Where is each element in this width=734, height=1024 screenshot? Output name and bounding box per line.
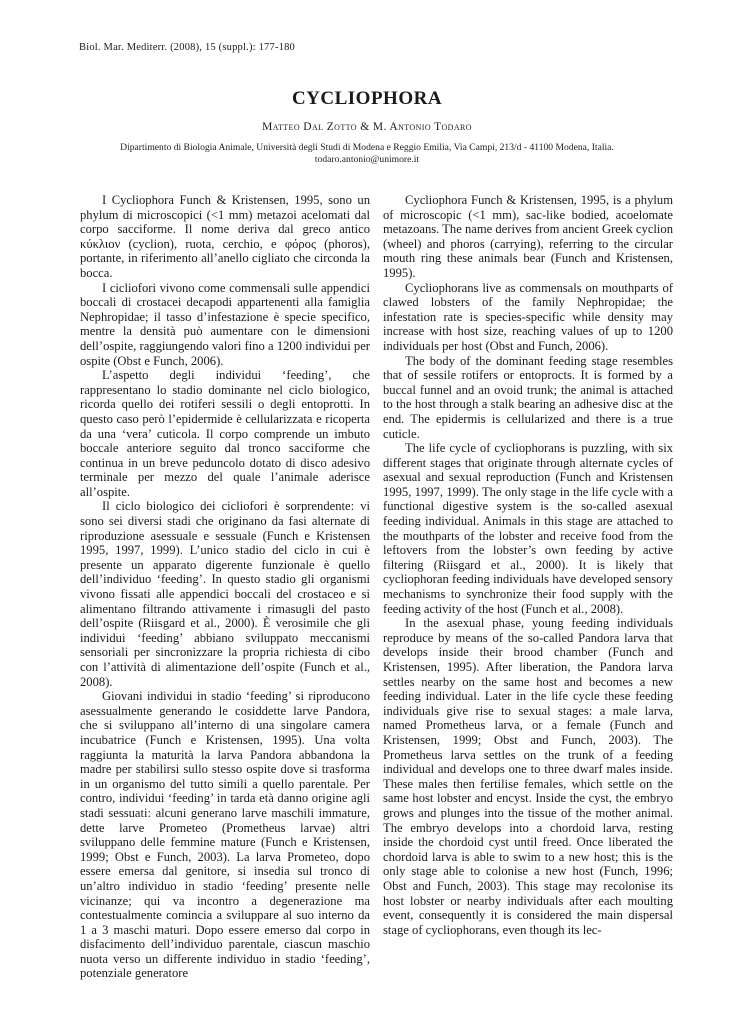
journal-citation: Biol. Mar. Mediterr. (2008), 15 (suppl.): 177-180 [79,42,295,53]
italian-paragraph: Giovani individui in stadio ‘feeding’ si riproducono asessualmente generando le cosiddette larve Pandora, che si sviluppano all’interno di una singolare camera incubatrice (Funch e Kristensen, 1995). Una volta raggiunta la maturità la larva Pandora abbandona la madre per stabilirsi sullo stesso ospite dove si trasforma in un organismo del tutto simili a quello parentale. Per contro, individui ‘feeding’ in tarda età danno origine agli stadi sessuati: alcuni generano larve maschili immature, dette larve Prometeo (Prometheus larvae) altri sviluppano delle femmine mature (Funch e Kristensen, 1999; Obst e Funch, 2003). La larva Prometeo, dopo essere emersa dal genitore, si insedia sul tronco di un’altro individuo in stadio ‘feeding’ presente nelle vicinanze; qui va incontro a degenerazione ma contestualmente comincia a sviluppare al suo interno da 1 a 3 maschi maturi. Dopo essere emerso dal corpo in disfacimento dell’individuo parentale, ciascun maschio nuota verso un differente individuo in stadio ‘feeding’, potenziale generatore [80,689,370,981]
italian-paragraph: L’aspetto degli individui ‘feeding’, che rappresentano lo stadio dominante nel ciclo biologico, ricorda quello dei rotiferi sessili o degli entoprotti. In questo caso però l’epidermide è cellularizzata e ricoperta da una ‘vera’ cuticola. Il corpo comprende un imbuto boccale anteriore seguito dal tronco sacciforme che continua in un breve peduncolo dotato di disco adesivo terminale per mezzo del quale l’animale aderisce all’ospite. [80,368,370,499]
english-paragraph: Cycliophorans live as commensals on mouthparts of clawed lobsters of the family Nephropidae; the infestation rate is species-specific while density may increase with host size, reaching values of up to 1200 individuals per host (Obst and Funch, 2006). [383,280,673,353]
english-paragraph: In the asexual phase, young feeding individuals reproduce by means of the so-called Pandora larva that develops inside their brood chamber (Funch and Kristensen, 1995). After liberation, the Pandora larva settles nearby on the same host and becomes a new feeding individual. Later in the life cycle these feeding individuals give rise to sexual stages: a male larva, named Prometheus larva, or a female (Funch and Kristensen, 1999; Obst and Funch, 2003). The Prometheus larva settles on the trunk of a feeding individual and develops one to three dwarf males inside. These males then fertilise females, which settle on the same host lobster and encyst. Inside the cyst, the embryo grows and plunges into the tissue of the mother animal. The embryo develops into a chordoid larva, resting inside the chordoid cyst until freed. Once liberated the chordoid larva is able to swim to a new host; this is the only stage able to colonise a new host (Funch, 1996; Obst and Funch, 2003). This stage may recolonise its host lobster or nearby individuals after each moulting event, consequently it is considered the main dispersal stage of cycliophorans, even though its lec- [383,616,673,937]
italian-paragraph: I cicliofori vivono come commensali sulle appendici boccali di crostacei decapodi appartenenti alla famiglia Nephropidae; il tasso d’infestazione è specie specifico, mentre la densità può aumentare con le dimensioni dell’ospite, raggiungendo valori fino a 1200 individui per ospite (Obst e Funch, 2006). [80,280,370,368]
english-paragraph: The body of the dominant feeding stage resembles that of sessile rotifers or entoprocts. It is formed by a buccal funnel and an ovoid trunk; the animal is attached to the host through a stalk bearing an adhesive disc at the end. The epidermis is cellularized and there is a true cuticle. [383,353,673,441]
article-authors: Matteo Dal Zotto & M. Antonio Todaro [262,121,472,133]
english-text-column [383,193,673,937]
italian-paragraph: I Cycliophora Funch & Kristensen, 1995, sono un phylum di microscopici (<1 mm) metazoi acelomati dal corpo sacciforme. Il nome deriva dal greco antico κύκλιον (cyclion), ruota, cerchio, e φόρος (phoros), portante, in riferimento all’anello cigliato che circonda la bocca. [80,193,370,280]
author-email: todaro.antonio@unimore.it [314,154,420,165]
italian-paragraph: Il ciclo biologico dei cicliofori è sorprendente: vi sono sei diversi stadi che originano da fasi alternate di riproduzione asessuale e sessuale (Funch e Kristensen 1995, 1997, 1999). L’unico stadio del ciclo in cui è presente un apparato digerente funzionale è quello dell’individuo ‘feeding’. In questo stadio gli organismi vivono fissati alle appendici boccali del crostaceo e si alimentano filtrando attivamente i rimasugli del pasto dell’ospite (Riisgard et al., 2000). È verosimile che gli individui ‘feeding’ abbiano sviluppato meccanismi sensoriali per sincronizzare la propria richiesta di cibo con l’attività di alimentazione dell’ospite (Funch et al., 2008). [80,499,370,689]
english-paragraph: Cycliophora Funch & Kristensen, 1995, is a phylum of microscopic (<1 mm), sac-like bodied, acoelomate metazoans. The name derives from ancient Greek cyclion (wheel) and phoros (carrying), referring to the circular mouth ring these animals bear (Funch and Kristensen, 1995). [383,193,674,280]
italian-text-column [80,193,370,981]
english-paragraph: The life cycle of cycliophorans is puzzling, with six different stages that originate through alternate cycles of asexual and sexual reproduction (Funch and Kristensen 1995, 1997, 1999). The only stage in the life cycle with a functional digestive system is the so-called asexual feeding individual. Animals in this stage are attached to the mouthparts of the lobster and receive food from the leftovers from the lobster’s own feeding by active filtering (Riisgard et al., 2000). It is likely that cycliophoran feeding individuals have developed sensory mechanisms to synchronize their food supply with the feeding activity of the host (Funch et al., 2008). [383,441,673,616]
author-affiliation [0,142,734,166]
article-title: CYCLIOPHORA [291,88,443,109]
affiliation-address: Dipartimento di Biologia Animale, Università degli Studi di Modena e Reggio Emilia, Via Campi, 213/d - 41100 Modena, Italia. [120,142,614,153]
